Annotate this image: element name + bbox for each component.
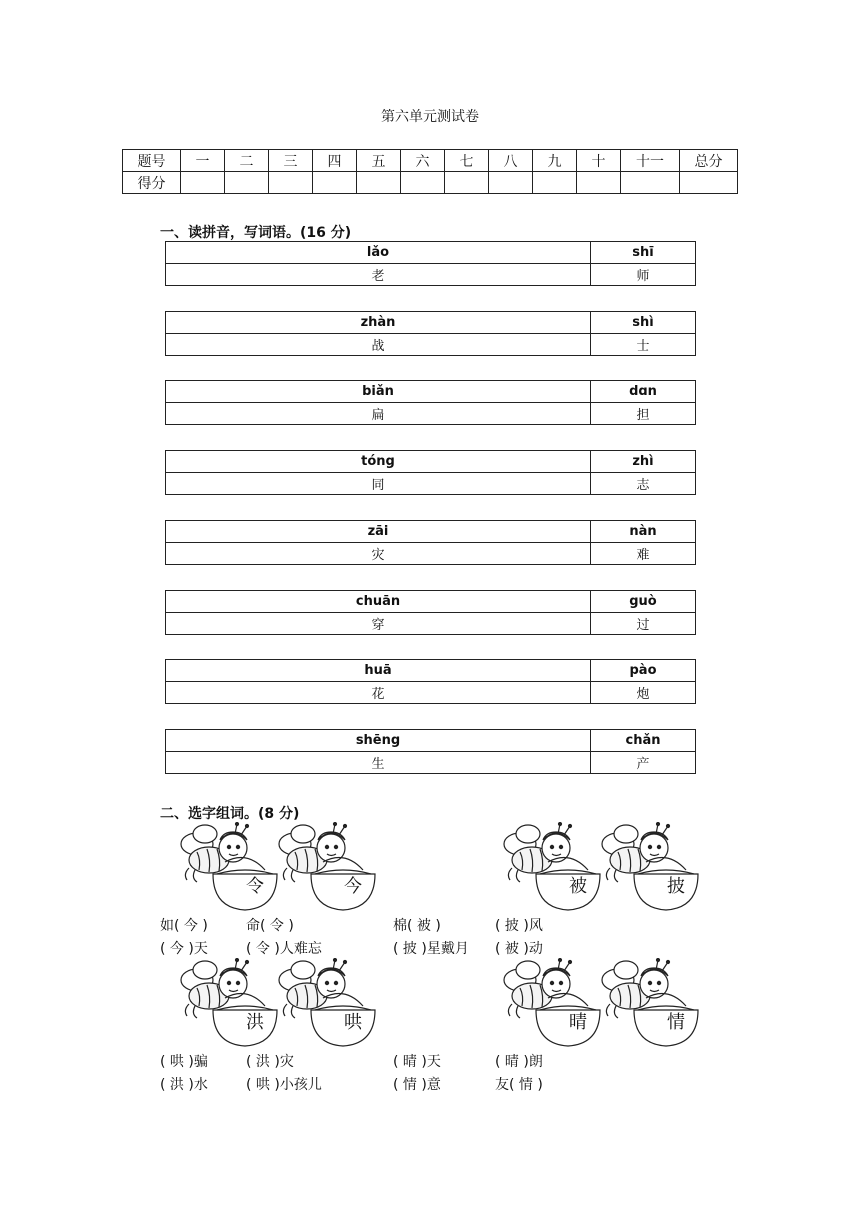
answer-cell[interactable]: 产: [591, 751, 696, 773]
answer-row: [166, 612, 696, 634]
score-header-cell: 十一: [621, 150, 680, 172]
word-exercise[interactable]: 如( 今 ): [160, 918, 208, 934]
answer-cell[interactable]: 士: [591, 333, 696, 355]
word-exercise[interactable]: ( 披 )风: [495, 918, 543, 934]
answer-cell[interactable]: 花: [166, 682, 591, 704]
basket-character: 洪: [246, 1012, 264, 1033]
basket-character: 披: [667, 876, 685, 897]
section2-title: 二、选字组词。(8 分): [160, 806, 300, 822]
word-exercise[interactable]: ( 晴 )天: [393, 1054, 441, 1070]
pinyin-cell: dɑn: [591, 381, 696, 403]
answer-cell[interactable]: 扁: [166, 403, 591, 425]
score-cell[interactable]: [445, 172, 489, 194]
score-header-cell: 五: [357, 150, 401, 172]
answer-cell[interactable]: 师: [591, 264, 696, 286]
pinyin-row: [166, 590, 696, 612]
answer-cell[interactable]: 同: [166, 473, 591, 495]
answer-cell[interactable]: 穿: [166, 612, 591, 634]
score-header-row: [123, 150, 738, 172]
pinyin-cell: zhì: [591, 451, 696, 473]
answer-row: [166, 473, 696, 495]
answer-cell[interactable]: 难: [591, 542, 696, 564]
answer-row: [166, 751, 696, 773]
word-exercise[interactable]: ( 今 )天: [160, 941, 208, 957]
answer-row: [166, 682, 696, 704]
basket-character: 令: [246, 876, 264, 897]
basket-character: 情: [667, 1012, 685, 1033]
word-exercise[interactable]: 棉( 被 ): [393, 918, 441, 934]
pinyin-cell: lǎo: [166, 242, 591, 264]
answer-cell[interactable]: 老: [166, 264, 591, 286]
bee-basket-illustration: [598, 822, 708, 912]
score-header-cell: 九: [533, 150, 577, 172]
score-row-label: 得分: [123, 172, 181, 194]
answer-cell[interactable]: 生: [166, 751, 591, 773]
word-exercise[interactable]: ( 哄 )小孩儿: [246, 1077, 322, 1093]
word-exercise[interactable]: ( 洪 )水: [160, 1077, 208, 1093]
pinyin-row: [166, 729, 696, 751]
basket-character: 被: [569, 876, 587, 897]
pinyin-table: [165, 241, 696, 286]
score-cell[interactable]: [181, 172, 225, 194]
score-cell[interactable]: [621, 172, 680, 194]
score-cell[interactable]: [357, 172, 401, 194]
answer-row: [166, 333, 696, 355]
score-cell[interactable]: [680, 172, 738, 194]
word-exercise[interactable]: 友( 情 ): [495, 1077, 543, 1093]
pinyin-cell: shēng: [166, 729, 591, 751]
bee-basket-illustration: [177, 958, 287, 1048]
pinyin-row: [166, 660, 696, 682]
pinyin-cell: biǎn: [166, 381, 591, 403]
word-exercise[interactable]: ( 被 )动: [495, 941, 543, 957]
score-header-cell: 三: [269, 150, 313, 172]
score-cell[interactable]: [401, 172, 445, 194]
page-title: 第六单元测试卷: [381, 109, 479, 125]
basket-character: 晴: [569, 1012, 587, 1033]
pinyin-row: [166, 451, 696, 473]
bee-basket-illustration: [500, 958, 610, 1048]
word-exercise[interactable]: ( 洪 )灾: [246, 1054, 294, 1070]
score-header-cell: 十: [577, 150, 621, 172]
pinyin-cell: pào: [591, 660, 696, 682]
basket-character: 今: [344, 876, 362, 897]
pinyin-cell: guò: [591, 590, 696, 612]
answer-row: [166, 264, 696, 286]
pinyin-cell: tóng: [166, 451, 591, 473]
word-exercise[interactable]: ( 令 )人难忘: [246, 941, 322, 957]
score-header-cell: 总分: [680, 150, 738, 172]
pinyin-row: [166, 242, 696, 264]
pinyin-cell: chǎn: [591, 729, 696, 751]
pinyin-table: [165, 729, 696, 774]
score-header-cell: 题号: [123, 150, 181, 172]
score-cell[interactable]: [577, 172, 621, 194]
pinyin-row: [166, 381, 696, 403]
bee-basket-illustration: [598, 958, 708, 1048]
score-cell[interactable]: [313, 172, 357, 194]
pinyin-table: [165, 520, 696, 565]
word-exercise[interactable]: ( 晴 )朗: [495, 1054, 543, 1070]
basket-character: 哄: [344, 1012, 362, 1033]
pinyin-cell: shì: [591, 311, 696, 333]
pinyin-cell: zhàn: [166, 311, 591, 333]
answer-row: [166, 403, 696, 425]
pinyin-cell: huā: [166, 660, 591, 682]
pinyin-cell: chuān: [166, 590, 591, 612]
answer-cell[interactable]: 过: [591, 612, 696, 634]
pinyin-table: [165, 590, 696, 635]
score-header-cell: 二: [225, 150, 269, 172]
bee-basket-illustration: [275, 822, 385, 912]
word-exercise[interactable]: ( 情 )意: [393, 1077, 441, 1093]
pinyin-table: [165, 659, 696, 704]
score-header-cell: 八: [489, 150, 533, 172]
pinyin-cell: shī: [591, 242, 696, 264]
pinyin-cell: nàn: [591, 520, 696, 542]
answer-cell[interactable]: 战: [166, 333, 591, 355]
pinyin-cell: zāi: [166, 520, 591, 542]
score-cell[interactable]: [533, 172, 577, 194]
score-header-cell: 一: [181, 150, 225, 172]
answer-cell[interactable]: 灾: [166, 542, 591, 564]
score-header-cell: 四: [313, 150, 357, 172]
answer-cell[interactable]: 志: [591, 473, 696, 495]
pinyin-table: [165, 311, 696, 356]
bee-basket-illustration: [500, 822, 610, 912]
score-row: [123, 172, 738, 194]
score-cell[interactable]: [225, 172, 269, 194]
pinyin-row: [166, 311, 696, 333]
pinyin-table: [165, 380, 696, 425]
score-cell[interactable]: [489, 172, 533, 194]
word-exercise[interactable]: ( 哄 )骗: [160, 1054, 208, 1070]
word-exercise[interactable]: 命( 令 ): [246, 918, 294, 934]
answer-row: [166, 542, 696, 564]
word-exercise[interactable]: ( 披 )星戴月: [393, 941, 469, 957]
pinyin-row: [166, 520, 696, 542]
score-header-cell: 六: [401, 150, 445, 172]
bee-basket-illustration: [177, 822, 287, 912]
answer-cell[interactable]: 担: [591, 403, 696, 425]
answer-cell[interactable]: 炮: [591, 682, 696, 704]
pinyin-table: [165, 450, 696, 495]
section1-title: 一、读拼音，写词语。(16 分): [160, 225, 352, 241]
score-cell[interactable]: [269, 172, 313, 194]
bee-basket-illustration: [275, 958, 385, 1048]
score-table: [122, 149, 738, 194]
score-header-cell: 七: [445, 150, 489, 172]
